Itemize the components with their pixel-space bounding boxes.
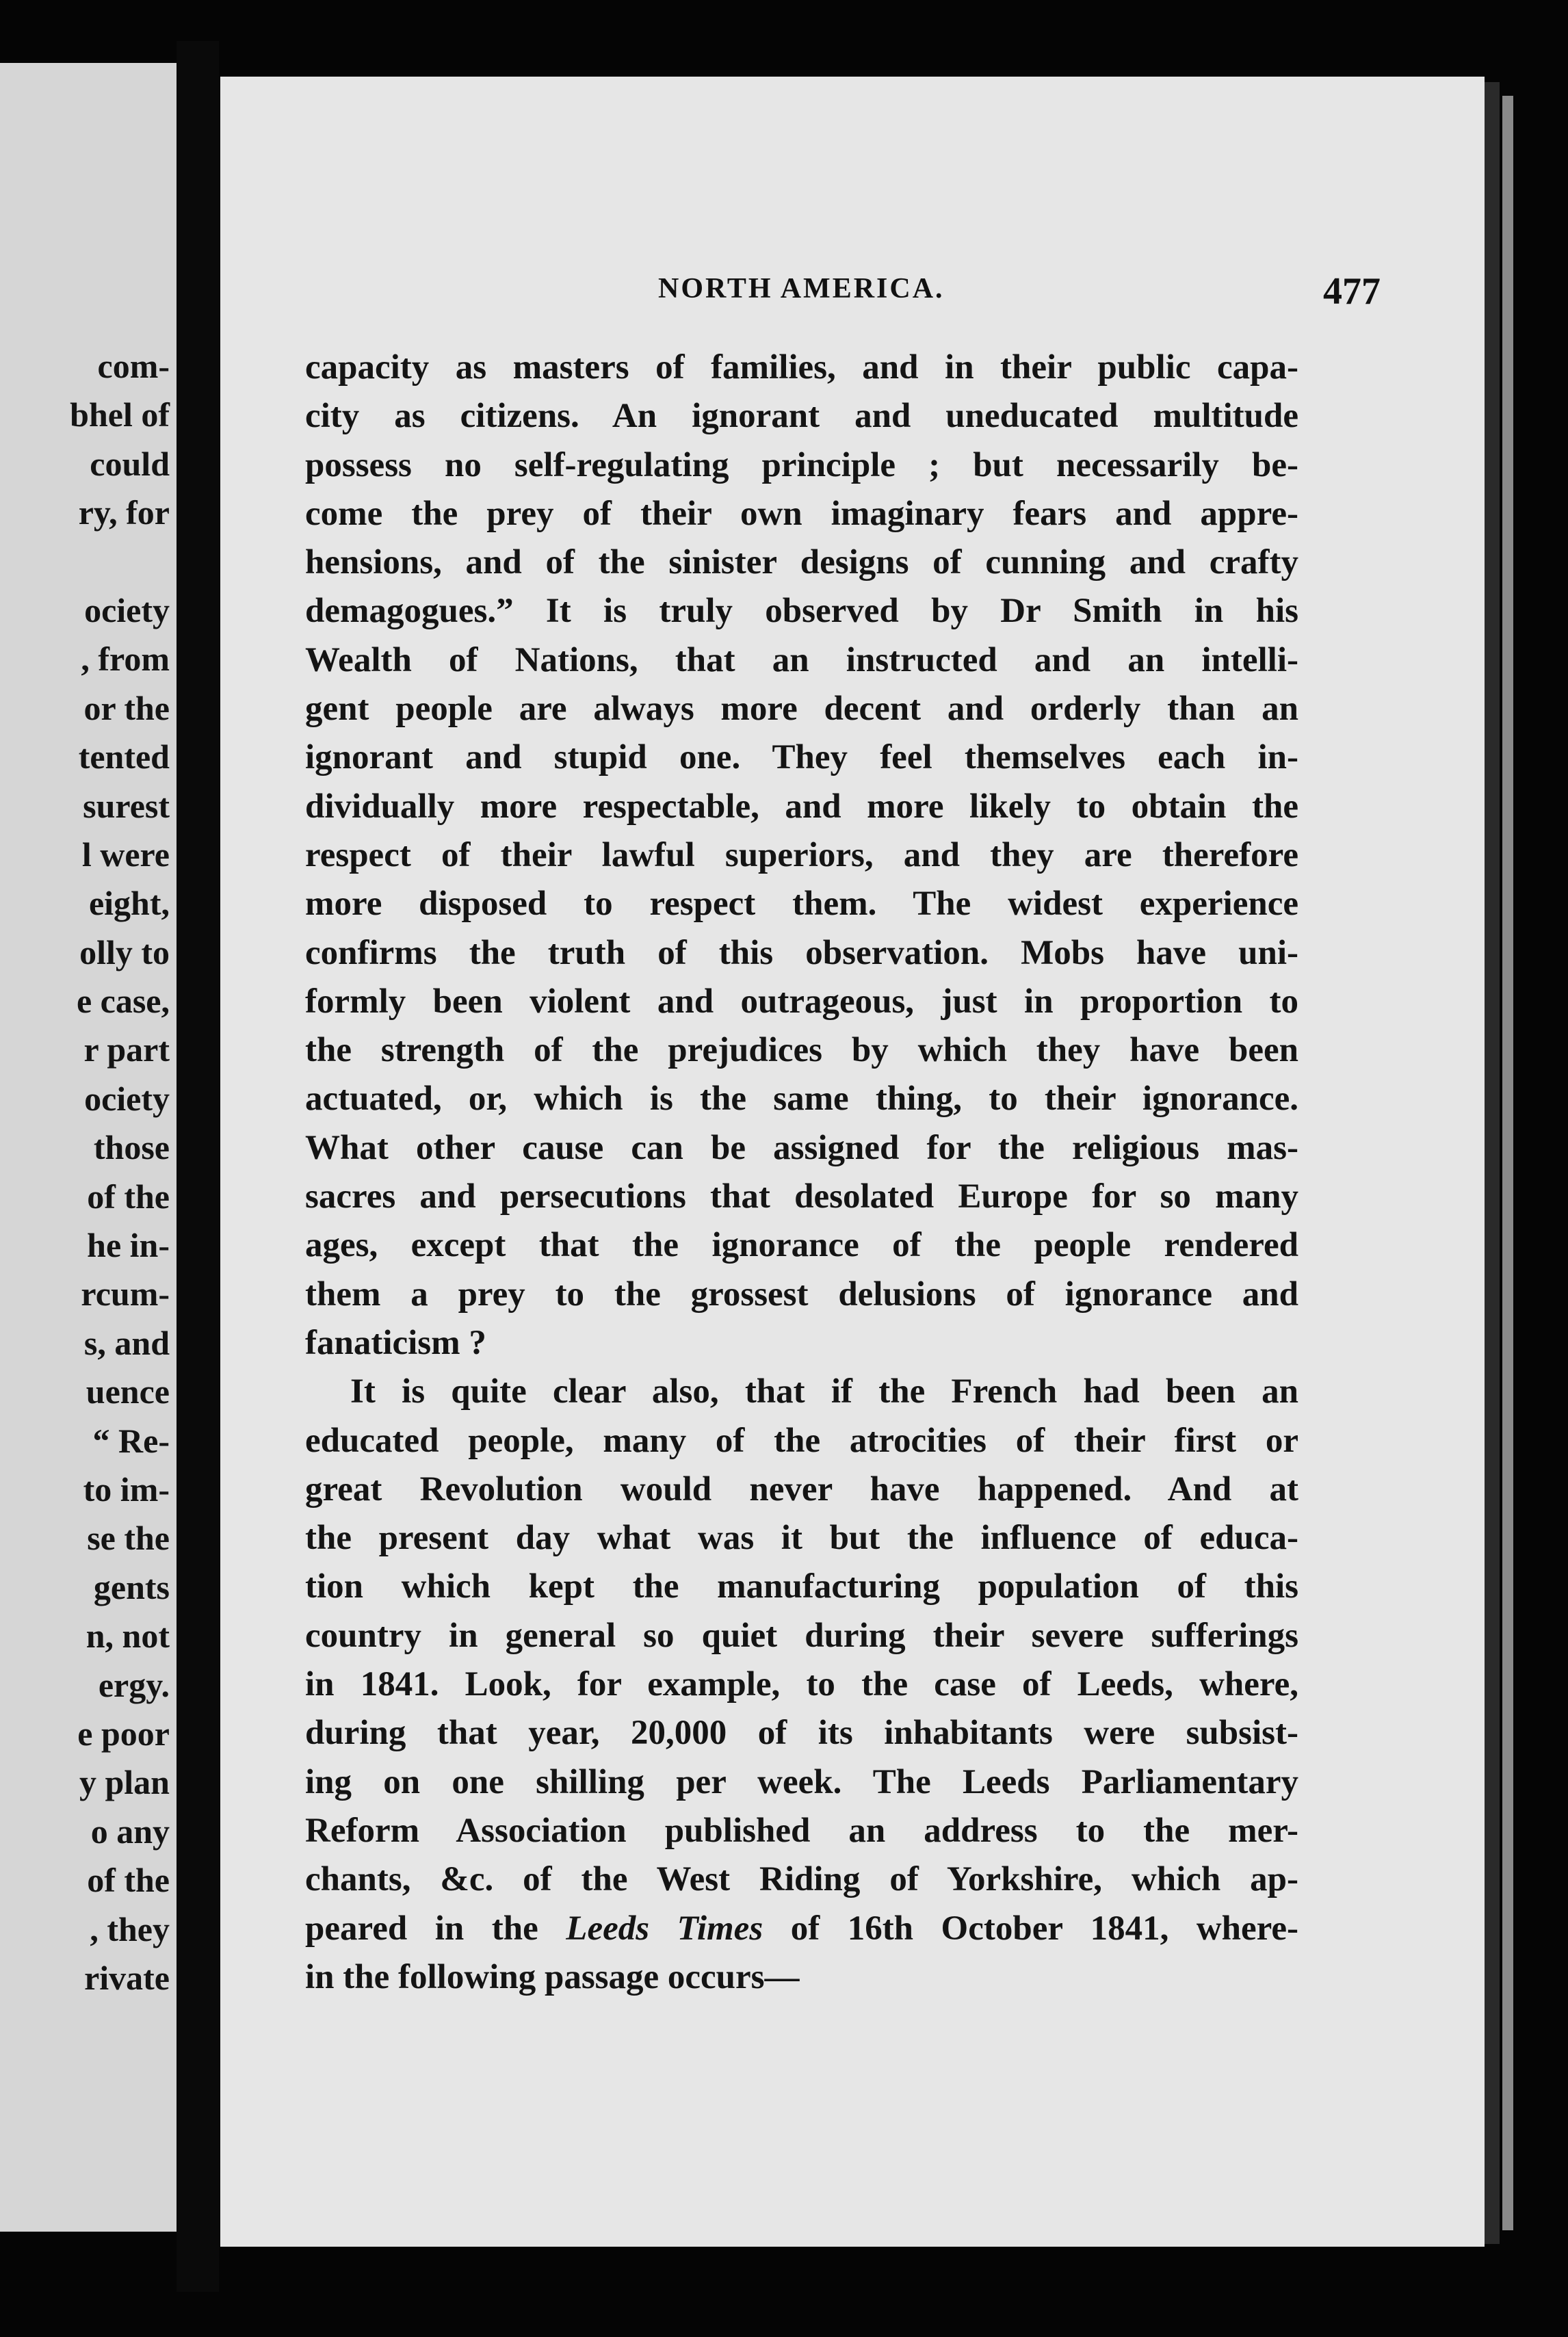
- text-line: [305, 1905, 1298, 1953]
- previous-page-line: of the: [87, 1177, 170, 1216]
- previous-page-line: “ Re-: [92, 1421, 170, 1460]
- previous-page-line: rcum-: [81, 1275, 170, 1314]
- text-line: tion which kept the manufacturing population of this: [305, 1567, 1298, 1606]
- page-edge-shadow: [1485, 82, 1500, 2244]
- running-title: NORTH AMERICA.: [658, 273, 945, 304]
- text-line: during that year, 20,000 of its inhabitants were subsist-: [305, 1714, 1298, 1753]
- text-line: educated people, many of the atrocities of their first or: [305, 1421, 1298, 1460]
- previous-page-line: uence: [86, 1372, 170, 1411]
- text-line-head: peared in the: [305, 1909, 566, 1948]
- text-line: fanaticism ?: [305, 1323, 486, 1362]
- previous-page-line: , from: [81, 640, 170, 679]
- previous-page-line: e case,: [76, 982, 170, 1021]
- previous-page-line: of the: [87, 1861, 170, 1900]
- text-line: in the following passage occurs—: [305, 1957, 800, 1996]
- previous-page-line: , they: [90, 1909, 170, 1948]
- text-line: them a prey to the grossest delusions of ignorance and: [305, 1275, 1298, 1314]
- previous-page-line: or the: [83, 688, 170, 727]
- page-number: 477: [1323, 270, 1381, 313]
- text-line: dividually more respectable, and more likely to obtain the: [305, 787, 1298, 826]
- text-line: ages, except that the ignorance of the people rendered: [305, 1226, 1298, 1265]
- italic-title: Leeds Times: [566, 1909, 763, 1948]
- text-line: formly been violent and outrageous, just in proportion to: [305, 982, 1298, 1021]
- text-line: ignorant and stupid one. They feel themselves each in-: [305, 738, 1298, 777]
- current-page: [220, 77, 1485, 2247]
- text-line: country in general so quiet during their severe sufferings: [305, 1616, 1298, 1655]
- previous-page-line: gents: [93, 1567, 170, 1606]
- text-line: respect of their lawful superiors, and they are therefore: [305, 835, 1298, 874]
- text-line: hensions, and of the sinister designs of cunning and crafty: [305, 543, 1298, 582]
- previous-page: [0, 63, 177, 2232]
- previous-page-line: tented: [78, 737, 170, 776]
- previous-page-line: he in-: [87, 1226, 170, 1265]
- text-line: the strength of the prejudices by which they have been: [305, 1031, 1298, 1070]
- text-line: sacres and persecutions that desolated Europe for so many: [305, 1177, 1298, 1216]
- text-line: great Revolution would never have happened. And at: [305, 1470, 1298, 1509]
- text-line: gent people are always more decent and orderly than an: [305, 690, 1298, 729]
- previous-page-line: n, not: [86, 1617, 170, 1656]
- previous-page-line: eight,: [88, 884, 170, 923]
- text-line: more disposed to respect them. The widest experience: [305, 885, 1298, 924]
- previous-page-line: s, and: [83, 1323, 170, 1362]
- text-line: come the prey of their own imaginary fears and appre-: [305, 494, 1298, 533]
- page-edge-highlight: [1502, 96, 1513, 2230]
- previous-page-line: olly to: [79, 932, 170, 971]
- previous-page-line: ociety: [84, 590, 170, 629]
- body-text: [305, 343, 1298, 2002]
- previous-page-line: se the: [87, 1519, 170, 1558]
- previous-page-line: ociety: [84, 1079, 170, 1118]
- text-line: the present day what was it but the influence of educa-: [305, 1519, 1298, 1558]
- previous-page-line: surest: [83, 786, 170, 825]
- text-line: Wealth of Nations, that an instructed and an intelli-: [305, 640, 1298, 679]
- text-line: city as citizens. An ignorant and uneducated multitude: [305, 397, 1298, 436]
- book-gutter: [177, 41, 219, 2292]
- text-line: capacity as masters of families, and in their public capa-: [305, 348, 1298, 387]
- text-line: It is quite clear also, that if the French had been an: [350, 1372, 1298, 1411]
- previous-page-line: to im-: [83, 1470, 170, 1509]
- previous-page-line: com-: [97, 347, 170, 385]
- text-line: in 1841. Look, for example, to the case of Leeds, where,: [305, 1665, 1298, 1704]
- previous-page-line: rivate: [84, 1958, 170, 1997]
- text-line: actuated, or, which is the same thing, to their ignorance.: [305, 1080, 1298, 1119]
- text-line: possess no self-regulating principle ; but necessarily be-: [305, 445, 1298, 484]
- previous-page-line: ry, for: [78, 493, 170, 532]
- previous-page-line: could: [90, 444, 170, 483]
- previous-page-line: l were: [81, 835, 170, 874]
- previous-page-line: [0, 538, 170, 586]
- previous-page-line: e poor: [77, 1714, 170, 1753]
- text-line-tail: of 16th October 1841, where-: [763, 1909, 1299, 1948]
- text-line: Reform Association published an address to the mer-: [305, 1811, 1298, 1850]
- text-line: What other cause can be assigned for the religious mas-: [305, 1128, 1298, 1167]
- previous-page-text: [0, 342, 170, 2002]
- previous-page-line: ergy.: [98, 1665, 170, 1704]
- previous-page-line: o any: [90, 1812, 170, 1851]
- text-line: demagogues.” It is truly observed by Dr Smith in his: [305, 592, 1298, 631]
- text-line: ing on one shilling per week. The Leeds Parliamentary: [305, 1762, 1298, 1801]
- previous-page-line: those: [93, 1128, 170, 1167]
- text-line: confirms the truth of this observation. Mobs have uni-: [305, 933, 1298, 972]
- previous-page-line: y plan: [79, 1763, 170, 1802]
- previous-page-line: bhel of: [70, 395, 170, 434]
- previous-page-line: r part: [83, 1030, 170, 1069]
- text-line: chants, &c. of the West Riding of Yorkshire, which ap-: [305, 1860, 1298, 1899]
